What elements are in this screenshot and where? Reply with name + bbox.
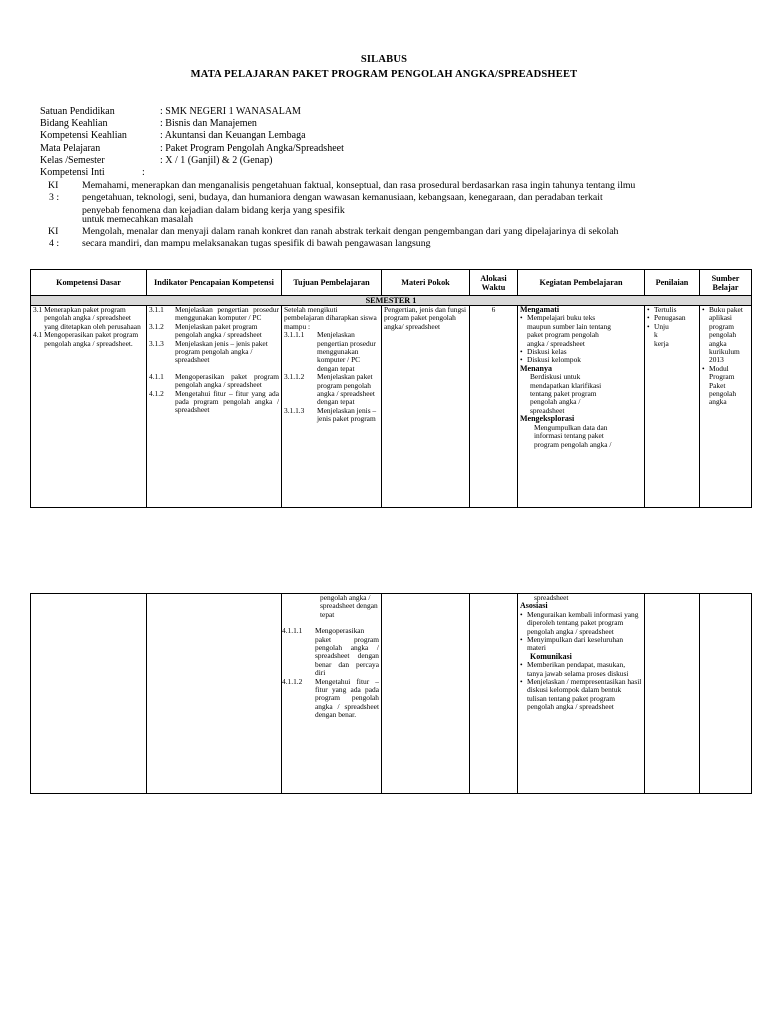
ki-line: untuk memecahkan masalah [82, 214, 193, 225]
kegiatan-text: Mengumpulkan data dan informasi tentang paket program pengolah angka / [534, 422, 612, 449]
list-item: • Modul Program Paket pengolah angka [702, 363, 737, 407]
column-header: Materi Pokok [382, 270, 470, 296]
ki4-code [48, 226, 59, 250]
tujuan-cell [282, 594, 382, 794]
list-item: • Mempelajari buku teks maupun sumber lain tentang paket program pengolah angka / spreadsheet [520, 313, 611, 348]
kegiatan-heading: Mengeksplorasi [520, 414, 575, 424]
syllabus-table [30, 269, 752, 508]
indikator-item: 3.1.3 Menjelaskan jenis – jenis paket program pengolah angka / spreadsheet [149, 338, 268, 365]
ki3-text [82, 180, 742, 226]
list-item: • Memberikan pendapat, masukan, tanya jawab selama proses diskusi [520, 660, 629, 678]
materi-cell: Pengertian, jenis dan fungsi program paket pengolah angka/ spreadsheet [382, 306, 470, 508]
ki-code-number: 3 : [49, 192, 60, 203]
table-header-row [31, 270, 752, 296]
meta-value: : Akuntansi dan Keuangan Lembaga [160, 130, 306, 141]
document-title: SILABUS [360, 54, 408, 65]
list-item: • Menyimpulkan dari keseluruhan materi [520, 635, 624, 653]
ki-code-label: KI [48, 180, 59, 191]
kegiatan-heading: Mengamati [520, 305, 560, 314]
tujuan-item: 3.1.1.3 Menjelaskan jenis – jenis paket program [284, 405, 377, 424]
ki4-text [82, 226, 742, 250]
list-item: • Diskusi kelas [520, 347, 567, 357]
meta-label: Kelas /Semester [40, 155, 105, 166]
tujuan-item: 4.1.1.2 Mengetahui fitur – fitur yang ada pada program pengolah angka / spreadsheet dengan benar. [282, 676, 379, 720]
kd-item: 4.1 Mengoperasikan paket program pengolah angka / spreadsheet. [33, 330, 139, 348]
semester-row [31, 296, 752, 306]
tujuan-item: 3.1.1.1 Menjelaskan pengertian prosedur menggunakan komputer / PC dengan tepat [284, 330, 376, 373]
indikator-item: 4.1.2 Mengetahui fitur – fitur yang ada pada program pengolah angka / spreadsheet [149, 388, 279, 415]
meta-value: : X / 1 (Ganjil) & 2 (Genap) [160, 155, 273, 166]
kegiatan-heading: Komunikasi [530, 651, 572, 661]
meta-label: Kompetensi Keahlian [40, 130, 127, 141]
indikator-cell [147, 594, 282, 794]
kegiatan-cell [518, 594, 645, 794]
list-item: • Menjelaskan / mempresentasikan hasil diskusi kelompok dalam bentuk tulisan tentang paket program pengolah angka / spreadsheet [520, 677, 642, 712]
kegiatan-cell [518, 306, 645, 508]
meta-label: Bidang Keahlian [40, 118, 108, 129]
alokasi-cell [470, 594, 518, 794]
list-item: • Buku paket aplikasi program pengolah angka kurikulum 2013 [702, 305, 743, 365]
tujuan-item: 4.1.1.1 Mengoperasikan paket program pengolah angka / spreadsheet dengan benar dan percaya diri [282, 626, 379, 678]
ki-code-label: KI [48, 226, 59, 237]
column-header: Sumber Belajar [700, 270, 752, 296]
sumber-cell [700, 306, 752, 508]
meta-value: : Paket Program Pengolah Angka/Spreadsheet [160, 143, 344, 154]
indikator-item: 4.1.1 Mengoperasikan paket program pengolah angka / spreadsheet [149, 371, 279, 390]
list-item: • Penugasan [647, 313, 686, 323]
kegiatan-heading: Menanya [520, 363, 552, 373]
sumber-cell [700, 594, 752, 794]
tujuan-intro: Setelah mengikuti pembelajaran diharapkan siswa mampu : [284, 305, 377, 331]
column-header: Kegiatan Pembelajaran [518, 270, 645, 296]
tujuan-item: 3.1.1.2 Menjelaskan paket program pengolah angka / spreadsheet dengan tepat [284, 372, 375, 407]
list-item: • Tertulis [647, 305, 677, 314]
materi-cell [382, 594, 470, 794]
semester-label: SEMESTER 1 [31, 296, 752, 306]
column-header: Tujuan Pembelajaran [282, 270, 382, 296]
document-subtitle: MATA PELAJARAN PAKET PROGRAM PENGOLAH ANGKA/SPREADSHEET [190, 69, 578, 80]
identity-block [0, 106, 768, 186]
penilaian-cell [645, 594, 700, 794]
ki-line: pengetahuan, teknologi, seni, budaya, dan humaniora dengan wawasan kemanusiaan, kebangsaan, kenegaraan, dan peradaban terkait [82, 192, 603, 203]
meta-value: : Bisnis dan Manajemen [160, 118, 257, 129]
kd-cell [31, 306, 147, 508]
indikator-item: 3.1.1 Menjelaskan pengertian prosedur menggunakan komputer / PC [149, 305, 279, 323]
ki3-code [48, 180, 59, 204]
list-item: • Menguraikan kembali informasi yang diperoleh tentang paket program pengolah angka / spreadsheet [520, 609, 639, 636]
kegiatan-text: spreadsheet [534, 593, 569, 602]
meta-label: Satuan Pendidikan [40, 106, 115, 117]
penilaian-cell [645, 306, 700, 508]
meta-label: Kompetensi Inti [40, 167, 105, 178]
ki-line: Mengolah, menalar dan menyaji dalam ranah konkret dan ranah abstrak terkait dengan pengembangan dari yang dipelajarinya di sekolah [82, 226, 619, 237]
column-header: Kompetensi Dasar [31, 270, 147, 296]
indikator-cell [147, 306, 282, 508]
table-row [31, 306, 752, 508]
column-header: Alokasi Waktu [470, 270, 518, 296]
ki-code-number: 4 : [49, 238, 60, 249]
list-item: • Unju k kerja [647, 321, 669, 348]
column-header: Penilaian [645, 270, 700, 296]
ki-line: Memahami, menerapkan dan menganalisis pengetahuan faktual, konseptual, dan rasa prosedural berdasarkan rasa ingin tahunya tentang ilmu [82, 180, 636, 191]
kegiatan-text: Berdiskusi untuk mendapatkan klarifikasi tentang paket program pengolah angka / spreadsheet [530, 372, 602, 415]
column-header: Indikator Pencapaian Kompetensi [147, 270, 282, 296]
meta-value: : [142, 167, 145, 178]
kd-cell [31, 594, 147, 794]
table-row [31, 594, 752, 794]
syllabus-table-continued [30, 593, 752, 794]
ki-line: penyebab fenomena dan kejadian dalam bidang kerja yang spesifik [82, 205, 345, 216]
indikator-item: 3.1.2 Menjelaskan paket program pengolah angka / spreadsheet [149, 321, 262, 340]
ki-line: secara mandiri, dan mampu melaksanakan tugas spesifik di bawah pengawasan langsung [82, 238, 431, 249]
tujuan-continued-text: pengolah angka / spreadsheet dengan tepat [320, 593, 378, 619]
tujuan-cell [282, 306, 382, 508]
kegiatan-heading: Asosiasi [520, 601, 548, 611]
kd-item: 3.1 Menerapkan paket program pengolah angka / spreadsheet yang ditetapkan oleh perusahaan [33, 305, 141, 331]
meta-value: : SMK NEGERI 1 WANASALAM [160, 106, 301, 117]
meta-label: Mata Pelajaran [40, 143, 101, 154]
alokasi-cell: 6 [470, 306, 518, 508]
list-item: • Diskusi kelompok [520, 355, 581, 365]
